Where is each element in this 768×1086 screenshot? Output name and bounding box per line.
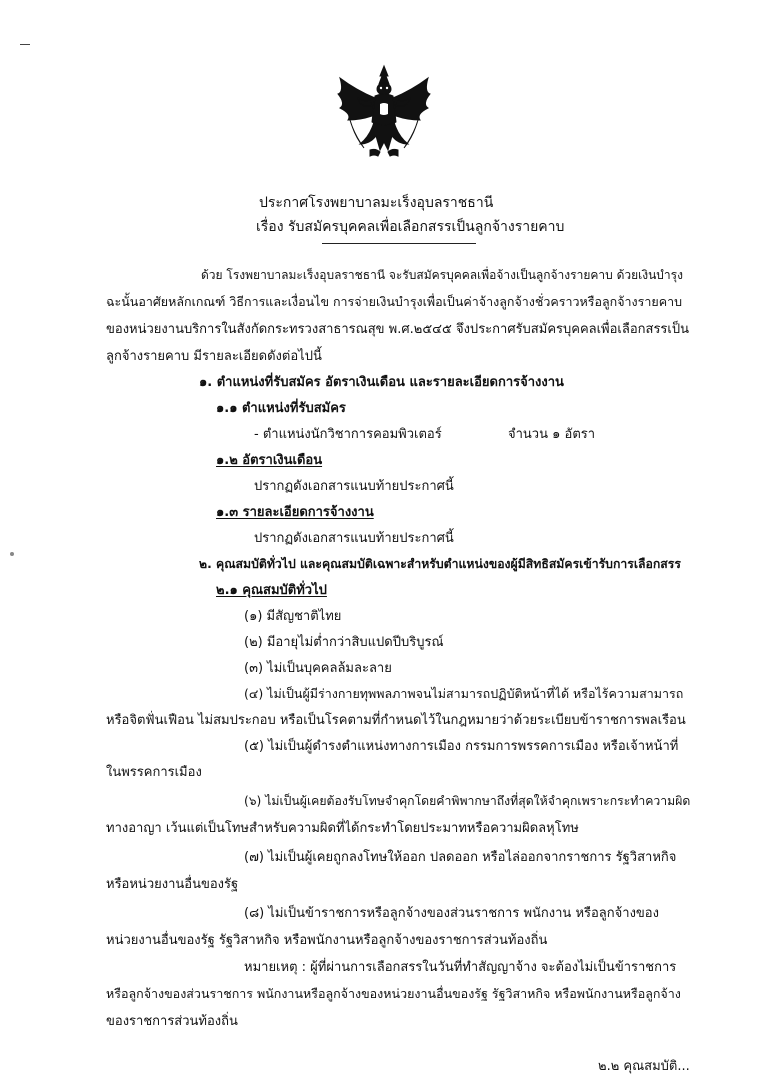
title-divider: [322, 243, 476, 244]
intro-line-3: ของหน่วยงานบริการในสังกัดกระทรวงสาธารณสุข พ.ศ.๒๕๔๕ จึงประกาศรับสมัครบุคคลเพื่อเลือกสรรเป็น: [106, 322, 689, 337]
announcement-title: ประกาศโรงพยาบาลมะเร็งอุบลราชธานี: [259, 195, 494, 211]
section-2-1-heading: ๒.๑ คุณสมบัติทั่วไป: [216, 583, 327, 598]
qualification-item: (๗) ไม่เป็นผู้เคยถูกลงโทษให้ออก ปลดออก หรือไล่ออกจากราชการ รัฐวิสาหกิจ: [244, 850, 677, 865]
qualification-item: (๘) ไม่เป็นข้าราชการหรือลูกจ้างของส่วนราชการ พนักงาน หรือลูกจ้างของ: [244, 906, 659, 921]
qualification-item: (๓) ไม่เป็นบุคคลล้มละลาย: [244, 661, 392, 676]
position-name: - ตำแหน่งนักวิชาการคอมพิวเตอร์: [254, 427, 442, 442]
qualification-item: (๕) ไม่เป็นผู้ดำรงตำแหน่งทางการเมือง กรรมการพรรคการเมือง หรือเจ้าหน้าที่: [244, 739, 679, 754]
qualification-item-continued: หน่วยงานอื่นของรัฐ รัฐวิสาหกิจ หรือพนักงานหรือลูกจ้างของราชการส่วนท้องถิ่น: [106, 933, 548, 948]
section-1-2-text: ปรากฏดังเอกสารแนบท้ายประกาศนี้: [254, 479, 454, 494]
section-1-3-text: ปรากฏดังเอกสารแนบท้ายประกาศนี้: [254, 531, 454, 546]
qualification-item-continued: หรือจิตฟั่นเฟือน ไม่สมประกอบ หรือเป็นโรคตามที่กำหนดไว้ในกฎหมายว่าด้วยระเบียบข้าราชการพลเรือน: [106, 713, 686, 728]
scan-mark: [20, 44, 30, 45]
qualification-item-continued: ในพรรคการเมือง: [106, 765, 202, 780]
intro-line-1: ด้วย โรงพยาบาลมะเร็งอุบลราชธานี จะรับสมัครบุคคลเพื่อจ้างเป็นลูกจ้างรายคาบ ด้วยเงินบำรุง: [201, 268, 683, 282]
section-1-2-heading: ๑.๒ อัตราเงินเดือน: [216, 453, 323, 468]
garuda-emblem-icon: [330, 64, 438, 172]
intro-line-4: ลูกจ้างรายคาบ มีรายละเอียดดังต่อไปนี้: [106, 349, 322, 364]
qualification-item-continued: หรือหน่วยงานอื่นของรัฐ: [106, 877, 239, 892]
intro-line-2: ฉะนั้นอาศัยหลักเกณฑ์ วิธีการและเงื่อนไข การจ่ายเงินบำรุงเพื่อเป็นค่าจ้างลูกจ้างชั่วคราวหรือลูกจ้างรายคาบ: [106, 294, 683, 309]
announcement-subject: เรื่อง รับสมัครบุคคลเพื่อเลือกสรรเป็นลูกจ้างรายคาบ: [256, 219, 565, 235]
qualification-item: (๑) มีสัญชาติไทย: [244, 609, 342, 624]
qualification-item: (๖) ไม่เป็นผู้เคยต้องรับโทษจำคุกโดยคำพิพากษาถึงที่สุดให้จำคุกเพราะกระทำความผิด: [244, 794, 691, 808]
note-line-1: หมายเหตุ : ผู้ที่ผ่านการเลือกสรรในวันที่ทำสัญญาจ้าง จะต้องไม่เป็นข้าราชการ: [244, 960, 677, 975]
qualification-item: (๔) ไม่เป็นผู้มีร่างกายทุพพลภาพจนไม่สามารถปฏิบัติหน้าที่ได้ หรือไร้ความสามารถ: [244, 686, 684, 701]
qualification-item-continued: ทางอาญา เว้นแต่เป็นโทษสำหรับความผิดที่ได้กระทำโดยประมาทหรือความผิดลหุโทษ: [106, 821, 579, 836]
section-1-3-heading: ๑.๓ รายละเอียดการจ้างงาน: [216, 505, 374, 520]
note-line-3: ของราชการส่วนท้องถิ่น: [106, 1014, 238, 1029]
section-1-1-heading: ๑.๑ ตำแหน่งที่รับสมัคร: [216, 401, 346, 416]
continued-marker: ๒.๒ คุณสมบัติ...: [598, 1059, 690, 1074]
section-2-heading: ๒. คุณสมบัติทั่วไป และคุณสมบัติเฉพาะสำหรับตำแหน่งของผู้มีสิทธิสมัครเข้ารับการเลือกสรร: [199, 557, 681, 571]
section-1-heading: ๑. ตำแหน่งที่รับสมัคร อัตราเงินเดือน และรายละเอียดการจ้างงาน: [199, 375, 564, 390]
position-quota: จำนวน ๑ อัตรา: [508, 427, 596, 442]
note-line-2: หรือลูกจ้างของส่วนราชการ พนักงานหรือลูกจ้างของหน่วยงานอื่นของรัฐ รัฐวิสาหกิจ หรือพนักงานหรือลูกจ้าง: [106, 986, 681, 1001]
scan-dot: [10, 552, 14, 556]
qualification-item: (๒) มีอายุไม่ต่ำกว่าสิบแปดปีบริบูรณ์: [244, 635, 444, 650]
